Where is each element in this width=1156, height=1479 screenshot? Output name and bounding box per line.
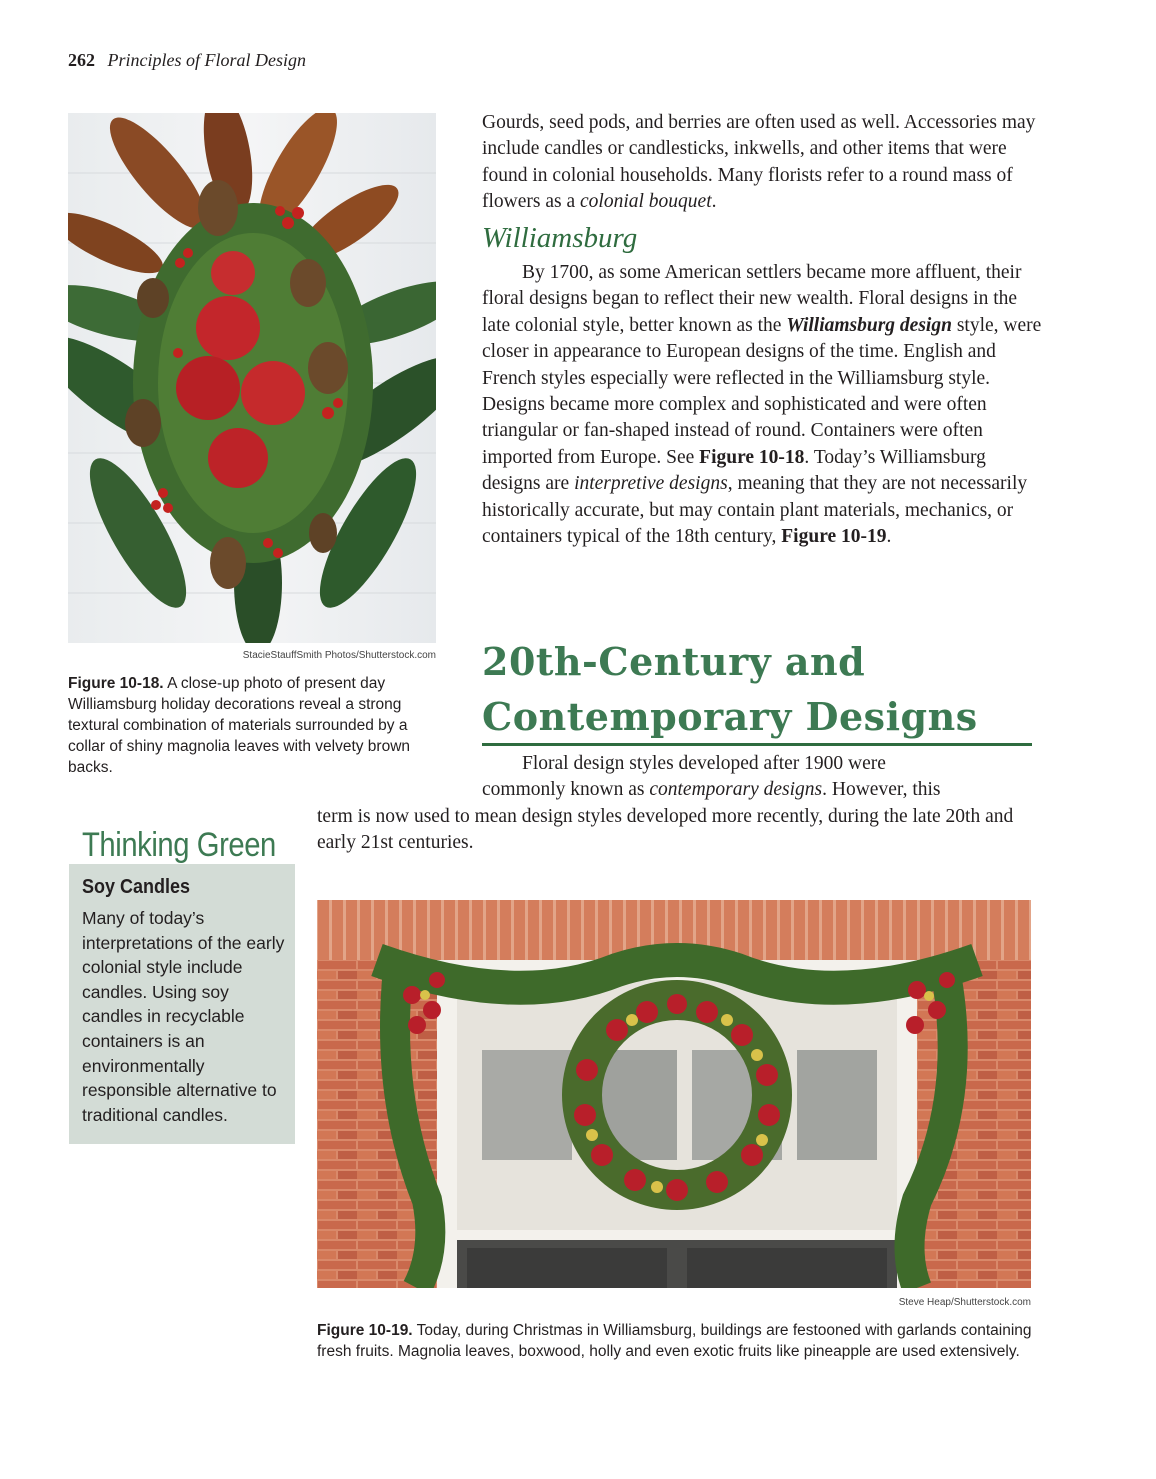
figure-10-19-image xyxy=(317,900,1031,1288)
caption-label: Figure 10-18. xyxy=(68,675,164,692)
caption-text: Today, during Christmas in Williamsburg, buildings are festooned with garlands containing fresh fruits. Magnolia leaves, boxwood, holly and even exotic fruits like pineapple are used extensively. xyxy=(317,1322,1032,1360)
wburg-term: Williamsburg design xyxy=(786,314,952,336)
intro-end: . xyxy=(711,191,717,213)
page-number: 262 xyxy=(68,50,95,70)
magnolia-spray-illustration xyxy=(68,113,436,643)
section-rule xyxy=(482,743,1032,746)
section-heading-line-2: Contemporary Designs xyxy=(482,694,978,739)
thinking-green-body: Many of today’s interpretations of the early colonial style include candles. Using soy candles in recyclable containers is an environmentally responsible alternative to traditional candles. xyxy=(82,908,285,1125)
caption-label: Figure 10-19. xyxy=(317,1322,413,1339)
wburg-emphasis: interpretive designs xyxy=(574,473,728,495)
williamsburg-heading: Williamsburg xyxy=(482,222,638,254)
williamsburg-paragraph xyxy=(482,260,1042,550)
figure-ref-10-18: Figure 10-18 xyxy=(699,446,805,468)
contemporary-paragraph-rest xyxy=(317,804,1042,857)
figure-10-19-caption xyxy=(317,1320,1037,1362)
intro-emphasis: colonial bouquet xyxy=(580,191,712,213)
contemporary-line-1: Floral design styles developed after 1900 were xyxy=(522,753,886,774)
caption-text: A close-up photo of present day Williamsburg holiday decorations reveal a strong textural combination of materials surrounded by a collar of shiny magnolia leaves with velvety brown backs. xyxy=(68,675,411,776)
figure-10-18-image xyxy=(68,113,436,643)
wburg-text-c: . Today’s Williamsburg designs are xyxy=(482,446,986,495)
figure-ref-10-19: Figure 10-19 xyxy=(781,526,887,548)
book-title: Principles of Floral Design xyxy=(107,50,306,70)
figure-10-19-credit: Steve Heap/Shutterstock.com xyxy=(898,1297,1031,1308)
contemporary-emphasis: contemporary designs xyxy=(649,779,823,801)
wreath-doorway-illustration xyxy=(317,900,1031,1288)
contemporary-paragraph-start xyxy=(482,751,1042,804)
contemporary-rest: term is now used to mean design styles developed more recently, during the late 20th and early 21st centuries. xyxy=(317,806,1014,854)
wburg-text-e: . xyxy=(886,526,892,548)
figure-10-18-caption xyxy=(68,673,438,778)
wburg-text-d: , meaning that they are not necessarily historically accurate, but may contain plant materials, mechanics, or containers typical of the 18th century, xyxy=(482,473,1028,548)
intro-text: Gourds, seed pods, and berries are often used as well. Accessories may include candles or candlesticks, inkwells, and other items that were found in colonial households. Many florists refer to a round mass of flowers as a xyxy=(482,112,1036,213)
running-head xyxy=(68,50,306,71)
section-heading-line-1: 20th-Century and xyxy=(482,639,866,684)
thinking-green-heading: Soy Candles xyxy=(82,876,191,898)
intro-paragraph xyxy=(482,110,1042,216)
section-heading xyxy=(482,634,1032,744)
wburg-text-a: By 1700, as some American settlers became more affluent, their floral designs began to reflect their new wealth. Floral designs in the late colonial style, better known as the xyxy=(482,262,1022,336)
contemporary-line-2a: commonly known as xyxy=(482,779,650,801)
figure-10-18-credit: StacieStauffSmith Photos/Shutterstock.com xyxy=(242,650,436,661)
contemporary-line-2b: . However, this xyxy=(822,779,941,801)
wburg-text-b: style, were closer in appearance to European designs of the time. English and French styles especially were reflected in the Williamsburg style. Designs became more complex and sophisticated and were often triangular or fan-shaped instead of round. Containers were often imported from Europe. See xyxy=(482,314,1042,468)
thinking-green-title: Thinking Green xyxy=(82,826,276,864)
